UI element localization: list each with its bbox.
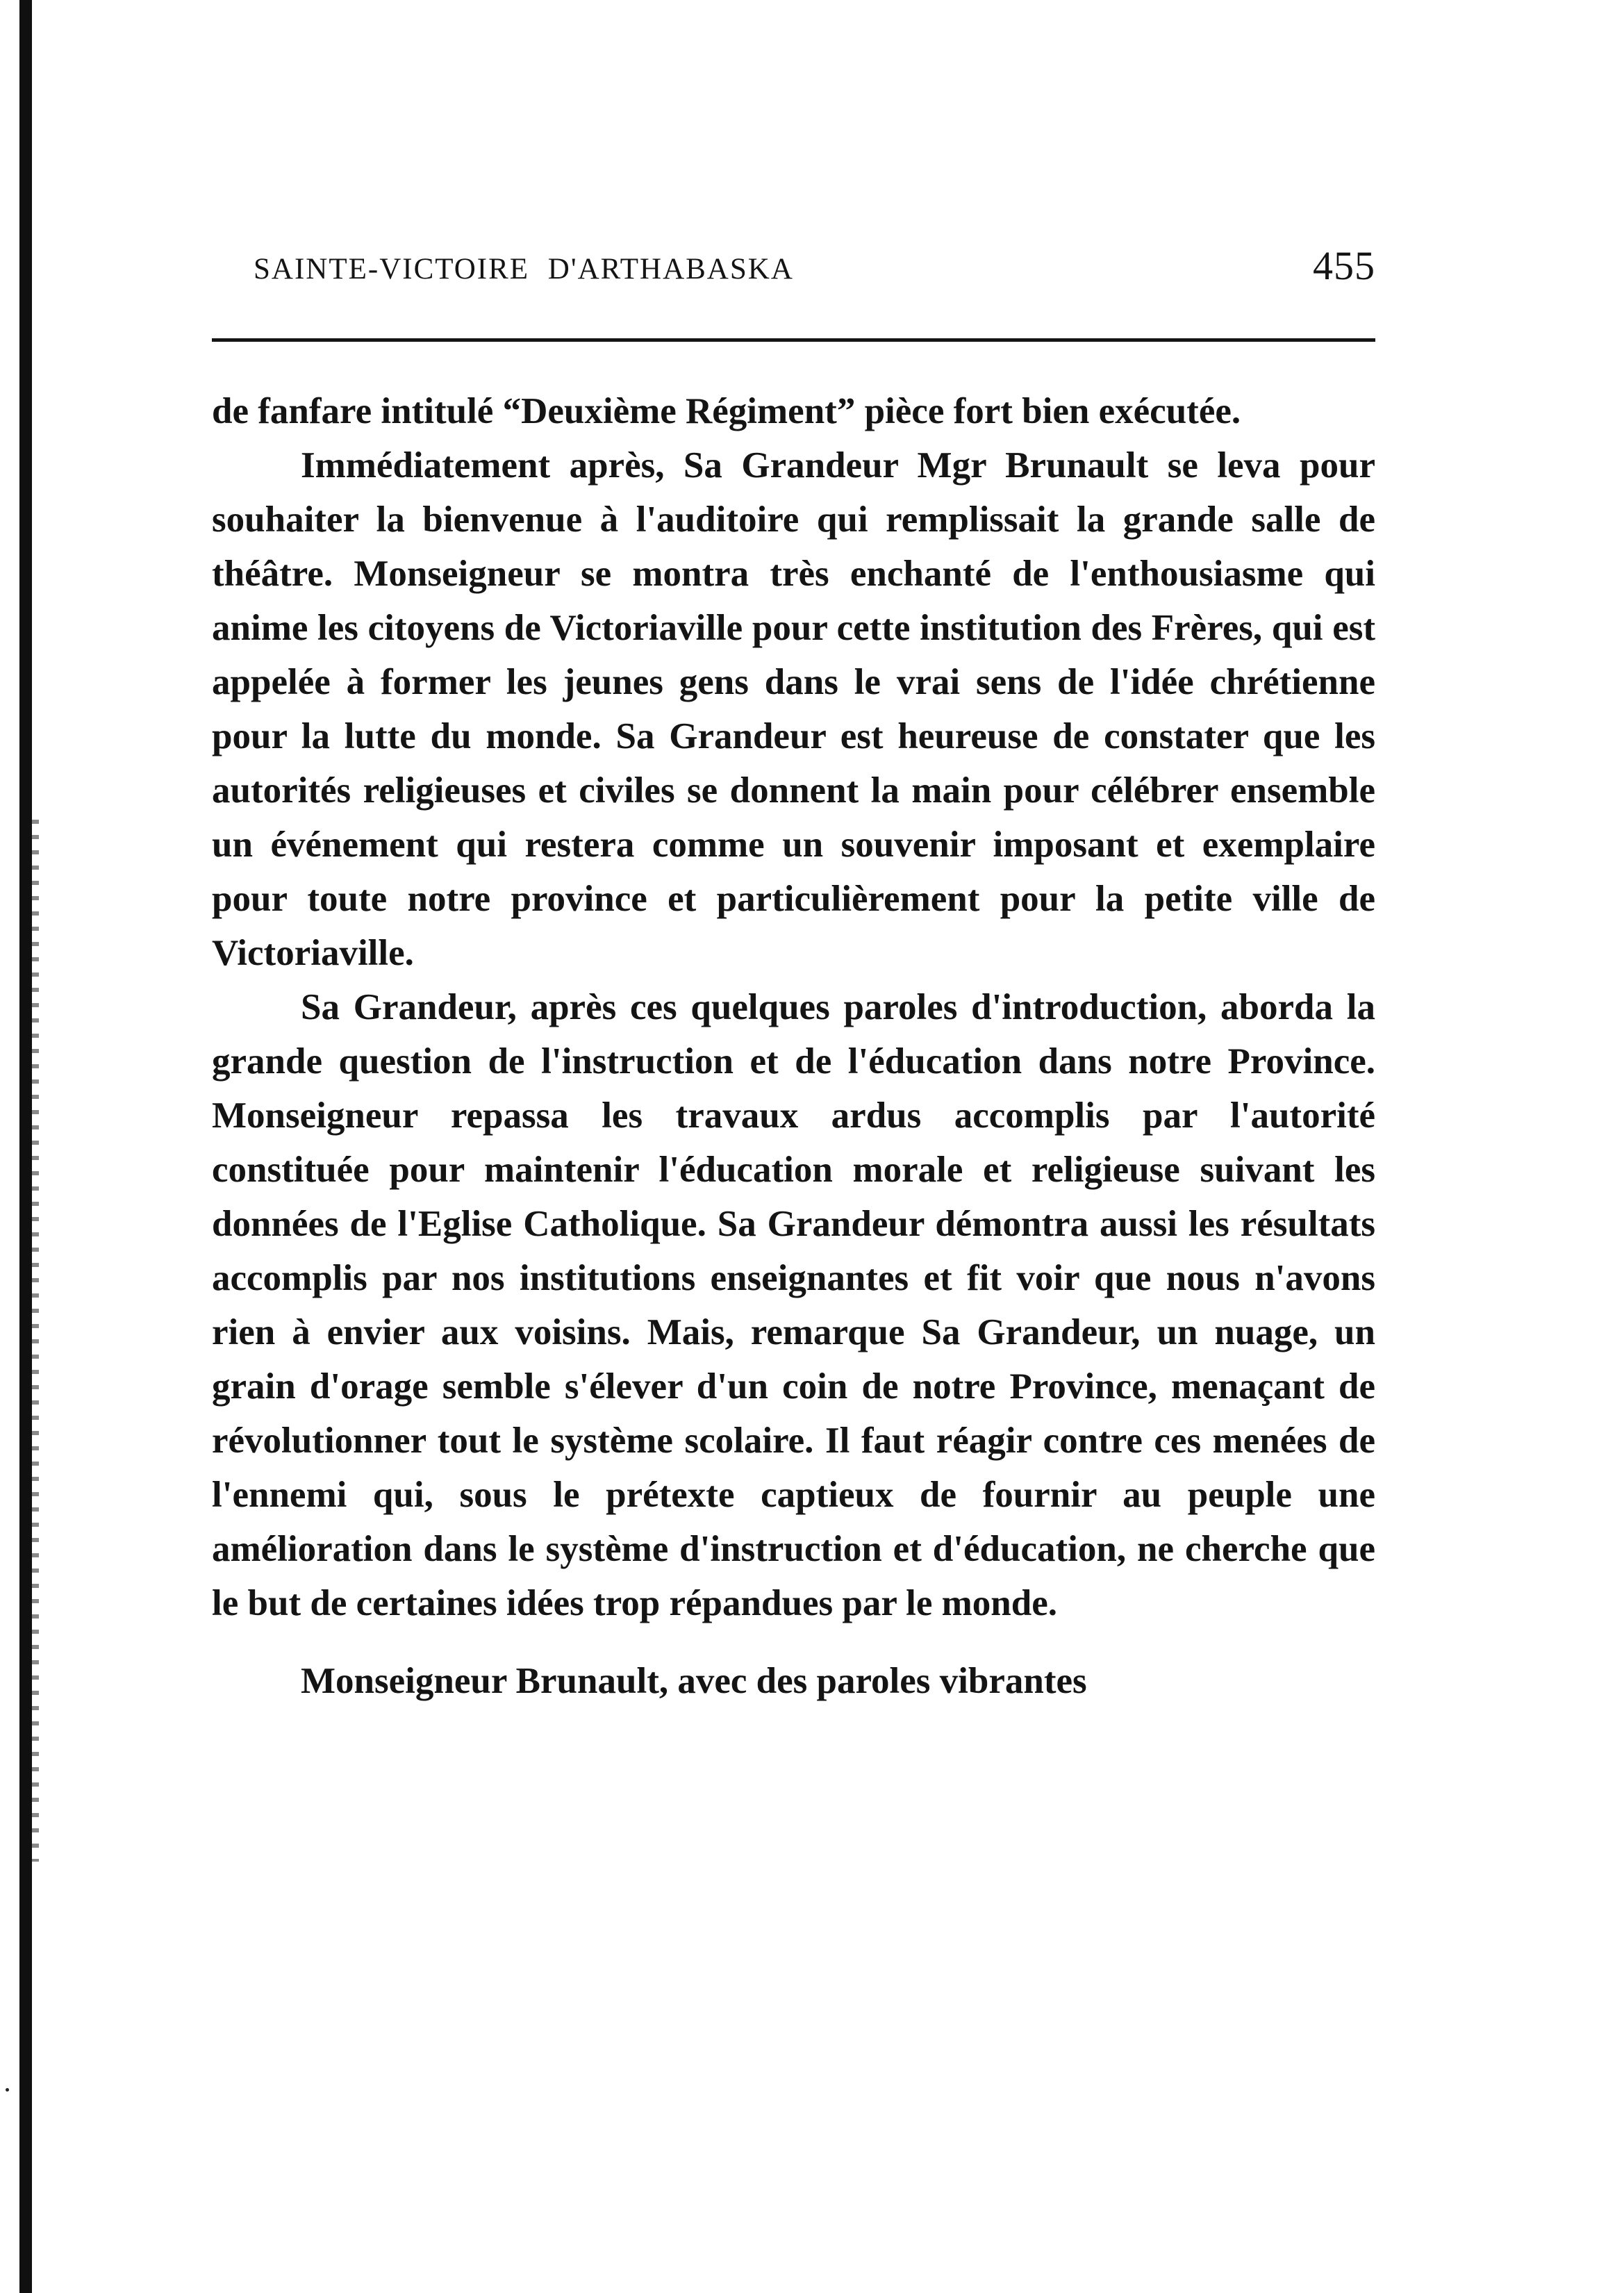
paragraph-education-question: Sa Grandeur, après ces quelques paroles d'introduction, aborda la grande question de l'instruction et de l'éducation dans notre Province. Monseigneur repassa les travaux ardus accomplis par l'autorité constituée pour maintenir l'éducation morale et religieuse suivant les données de l'Eglise Catholique. Sa Grandeur démontra aussi les résultats accomplis par nos institutions enseignantes et fit voir que nous n'avons rien à envier aux voisins. Mais, remarque Sa Grandeur, un nuage, un grain d'orage semble s'élever d'un coin de notre Province, menaçant de révolutionner tout le système scolaire. Il faut réagir contre ces menées de l'ennemi qui, sous le prétexte captieux de fournir au peuple une amélioration dans le système d'instruction et d'éducation, ne cherche que le but de certaines idées trop répandues par le monde. xyxy=(212,987,1375,1623)
page-number: 455 xyxy=(1313,243,1375,288)
running-title: SAINTE-VICTOIRE D'ARTHABASKA xyxy=(254,253,794,285)
paragraph-continuation: de fanfare intitulé “Deuxième Régiment” pièce fort bien exécutée. xyxy=(212,391,1241,431)
paragraph-brunault-welcome: Immédiatement après, Sa Grandeur Mgr Brunault se leva pour souhaiter la bienvenue à l'auditoire qui remplissait la grande salle de théâtre. Monseigneur se montra très enchanté de l'enthousiasme qui anime les citoyens de Victoriaville pour cette institution des Frères, qui est appelée à former les jeunes gens dans le vrai sens de l'idée chrétienne pour la lutte du monde. Sa Grandeur est heureuse de constater que les autorités religieuses et civiles se donnent la main pour célébrer ensemble un événement qui restera comme un souvenir imposant et exemplaire pour toute notre province et particulièrement pour la petite ville de Victoriaville. xyxy=(212,445,1375,973)
page-binding-edge xyxy=(19,0,32,2293)
body-text xyxy=(212,384,1375,1708)
stray-ink-dot xyxy=(6,2088,9,2092)
running-head xyxy=(212,240,1375,295)
header-rule xyxy=(212,338,1375,342)
paragraph-closing-fragment: Monseigneur Brunault, avec des paroles vibrantes xyxy=(301,1661,1087,1701)
page-edge-speckle xyxy=(32,820,39,1862)
